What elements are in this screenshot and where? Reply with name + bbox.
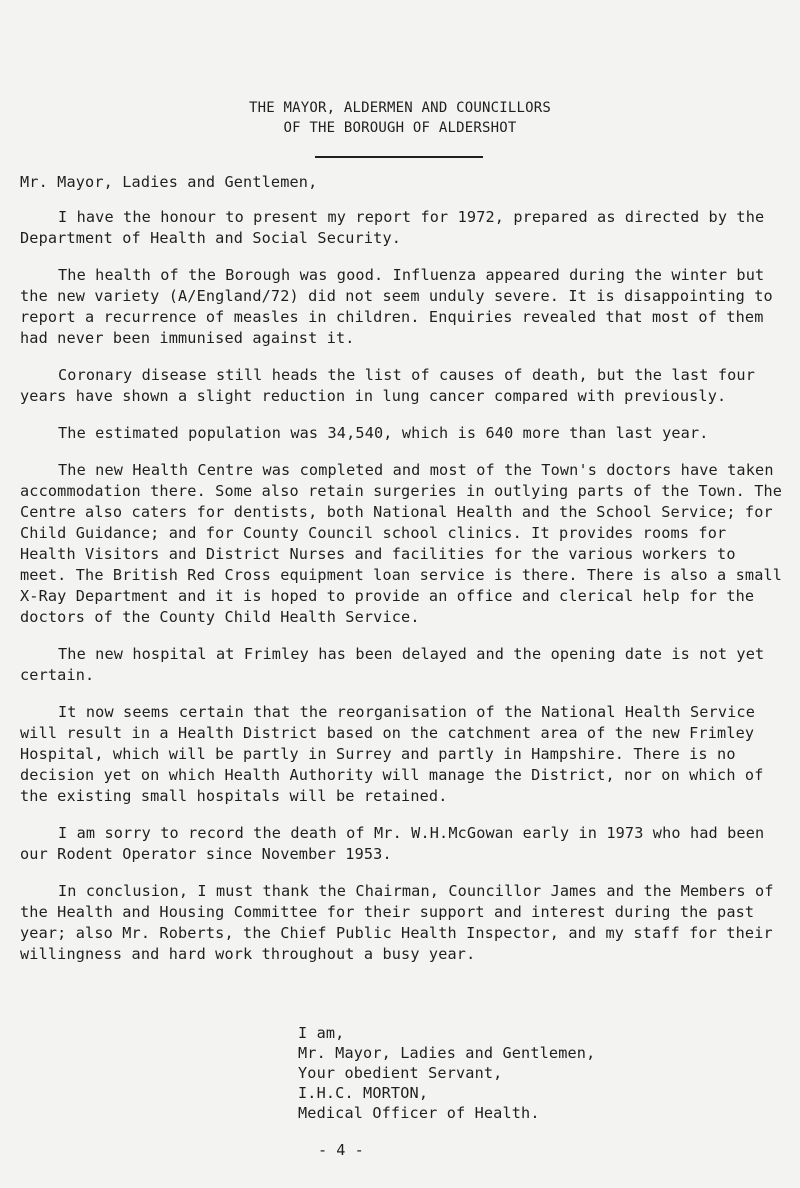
paragraph-8: I am sorry to record the death of Mr. W.H.McGowan early in 1973 who had been our Rodent Operator since November 1953. [20, 824, 774, 863]
greeting: Mr. Mayor, Ladies and Gentlemen, [20, 173, 318, 191]
paragraph-9: In conclusion, I must thank the Chairman, Councillor James and the Members of the Health and Housing Committee for their support and interest during the past year; also Mr. Roberts, the Chief Public Health Inspector, and my staff for their willingness and hard work throughout a busy year. [20, 882, 783, 963]
header-line-2: OF THE BOROUGH OF ALDERSHOT [283, 120, 517, 136]
header-line-1: THE MAYOR, ALDERMEN AND COUNCILLORS [248, 100, 551, 116]
signoff-block [298, 1023, 595, 1123]
signoff-line-3: Your obedient Servant, [298, 1064, 503, 1082]
page-number: - 4 - [318, 1141, 364, 1159]
signoff-line-1: I am, [298, 1024, 345, 1042]
letter-body [20, 172, 792, 981]
paragraph-4: The estimated population was 34,540, which is 640 more than last year. [58, 424, 709, 442]
paragraph-7: It now seems certain that the reorganisation of the National Health Service will result in a Health District based on the catchment area of the new Frimley Hospital, which will be partly in Surrey and partly in Hampshire. There is no decision yet on which Health Authority will manage the District, nor on which of the existing small hospitals will be retained. [20, 703, 773, 805]
signoff-line-2: Mr. Mayor, Ladies and Gentlemen, [298, 1044, 596, 1062]
paragraph-6: The new hospital at Frimley has been delayed and the opening date is not yet certain. [20, 645, 774, 684]
paragraph-5: The new Health Centre was completed and most of the Town's doctors have taken accommodation there. Some also retain surgeries in outlying parts of the Town. The Centre also caters for dentists, both National Health and the School Service; for Child Guidance; and for County Council school clinics. It provides rooms for Health Visitors and District Nurses and facilities for the various workers to meet. The British Red Cross equipment loan service is there. There is also a small X-Ray Department and it is hoped to provide an office and clerical help for the doctors of the County Child Health Service. [20, 461, 792, 626]
paragraph-2: The health of the Borough was good. Influenza appeared during the winter but the new variety (A/England/72) did not seem unduly severe. It is disappointing to report a recurrence of measles in children. Enquiries revealed that most of them had never been immunised against it. [20, 266, 783, 347]
paragraph-1: I have the honour to present my report for 1972, prepared as directed by the Department of Health and Social Security. [20, 208, 774, 247]
report-header [0, 98, 800, 138]
header-divider [315, 156, 483, 158]
signoff-line-5: Medical Officer of Health. [298, 1104, 540, 1122]
paragraph-3: Coronary disease still heads the list of causes of death, but the last four years have shown a slight reduction in lung cancer compared with previously. [20, 366, 765, 405]
signoff-line-4: I.H.C. MORTON, [298, 1084, 429, 1102]
